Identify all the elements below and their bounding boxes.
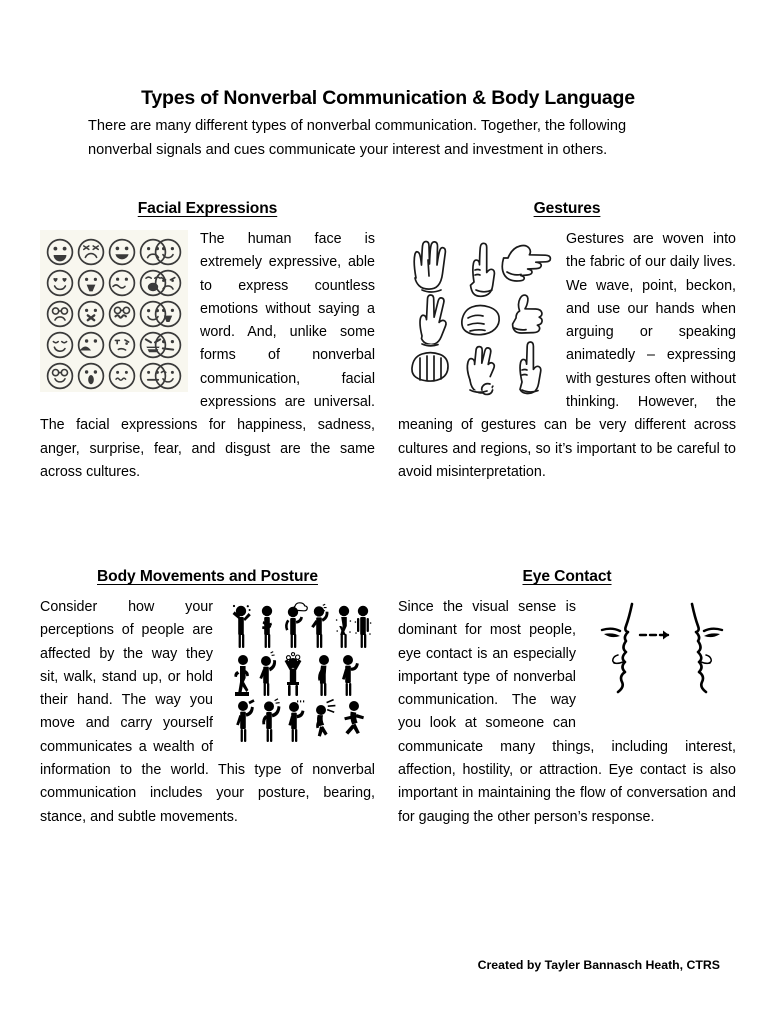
section-text-eye-contact: Since the visual sense is dominant for most people, eye contact is an especially important type of nonverbal communication. The way you look at someone can communicate many things, including interest, affection, hostility, or attraction. Eye contact is also important in maintaining the flow of conversation and for gauging the other person’s response. — [398, 599, 736, 825]
section-gestures — [398, 200, 736, 484]
section-body-eye-contact — [398, 596, 736, 829]
section-heading-gestures: Gestures — [533, 200, 601, 217]
section-heading-eye-contact: Eye Contact — [522, 568, 612, 585]
section-body-movements — [40, 568, 375, 829]
page-title: Types of Nonverbal Communication & Body Language — [141, 87, 635, 109]
section-body-body-movements — [40, 596, 375, 829]
hand-gestures-illustration — [398, 230, 554, 400]
section-body-facial-expressions — [40, 228, 375, 484]
section-text-facial-expressions: The human face is extremely expressive, able to express countless emotions without saying a word. And, unlike some forms of nonverbal communication, facial expressions are universal. The facial expressions for happiness, sadness, anger, surprise, fear, and disgust are the same across cultures. — [40, 231, 375, 480]
section-text-body-movements: Consider how your perceptions of people are affected by the way they sit, walk, stand up, or hold their hand. The way you move and carry yourself communicates a wealth of information to the world. This type of nonverbal communication includes your posture, bearing, stance, and subtle movements. — [40, 599, 375, 825]
section-body-gestures — [398, 228, 736, 484]
footer-credit: Created by Tayler Bannasch Heath, CTRS — [477, 958, 720, 972]
intro-paragraph: There are many different types of nonverbal communication. Together, the following nonverbal signals and cues communicate your interest and investment in others. — [88, 118, 627, 158]
section-facial-expressions — [40, 200, 375, 484]
section-eye-contact — [398, 568, 736, 829]
emoji-grid-illustration — [40, 230, 188, 392]
facing-profiles-eye-contact-illustration — [588, 598, 736, 716]
stick-figure-postures-illustration — [225, 598, 375, 748]
section-heading-facial-expressions: Facial Expressions — [137, 200, 278, 217]
section-text-gestures: Gestures are woven into the fabric of our daily lives. We wave, point, beckon, and use our hands when arguing or speaking animatedly – expressing with gestures often without thinking. However, the meaning of gestures can be very different across cultures and regions, so it’s important to be careful to avoid misinterpretation. — [398, 231, 736, 480]
section-heading-body-movements: Body Movements and Posture — [97, 568, 318, 585]
